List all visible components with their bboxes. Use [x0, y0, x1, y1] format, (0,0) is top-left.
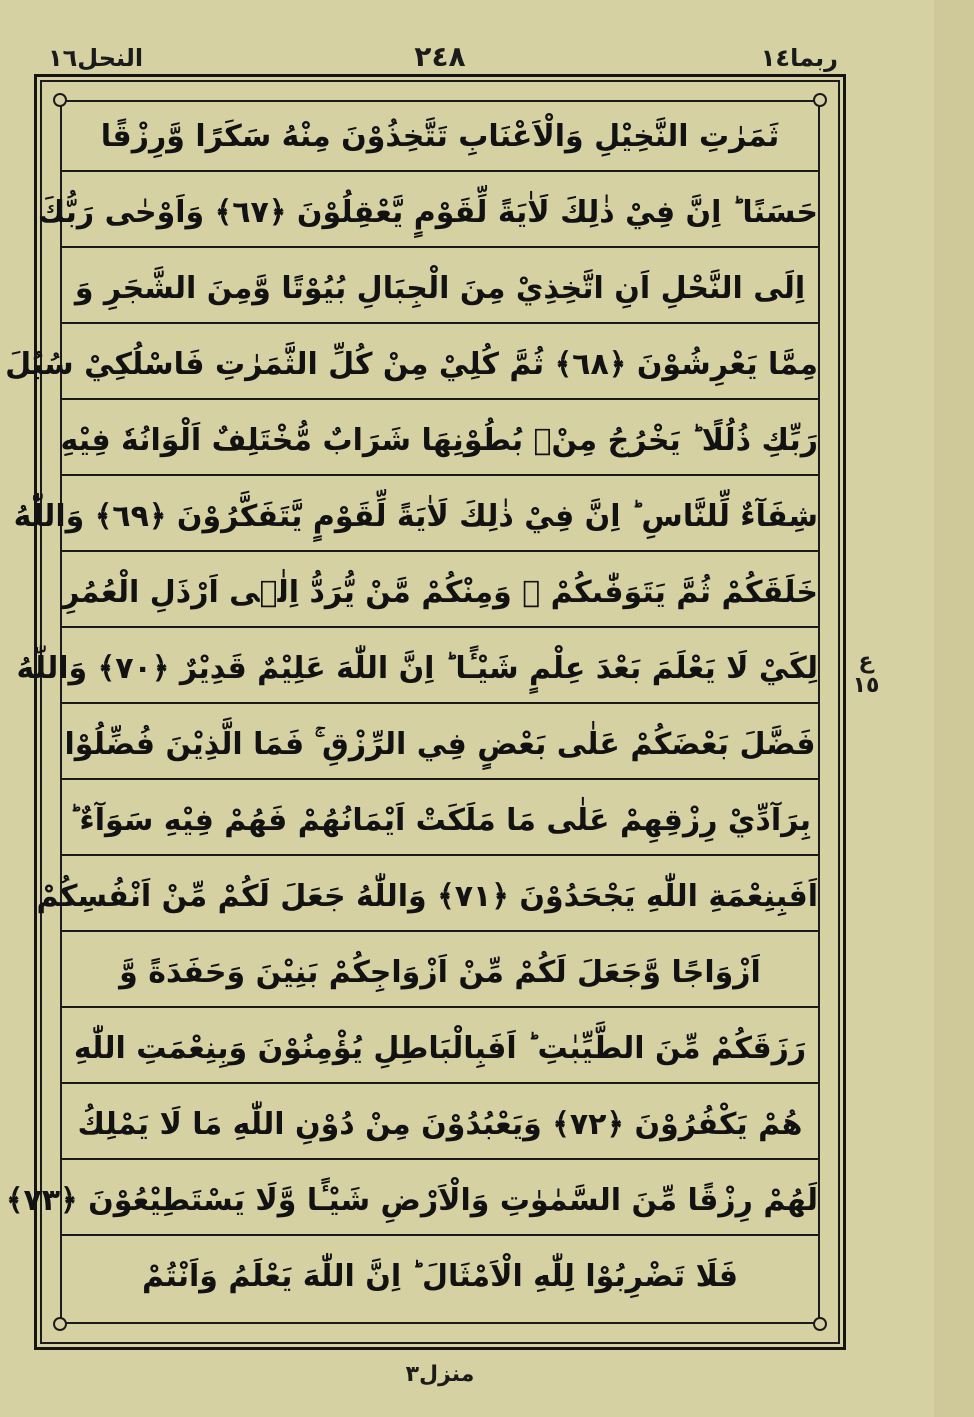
text-line: ثَمَرٰتِ النَّخِيْلِ وَالْاَعْنَابِ تَتَّخِذُوْنَ مِنْهُ سَكَرًا وَّرِزْقًا	[62, 102, 818, 172]
text-line: رَزَقَكُمْ مِّنَ الطَّيِّبٰتِ ؕ اَفَبِالْبَاطِلِ يُؤْمِنُوْنَ وَبِنِعْمَتِ اللّٰهِ	[62, 1014, 818, 1084]
text-line: فَلَا تَضْرِبُوْا لِلّٰهِ الْاَمْثَالَ ؕ اِنَّ اللّٰهَ يَعْلَمُ وَاَنْتُمْ	[141, 1259, 739, 1294]
manzil-label: منزل٣	[405, 1362, 475, 1387]
text-line: رَبِّكِ ذُلُلًا ؕ يَخْرُجُ مِنْۢ بُطُوْنِهَا شَرَابٌ مُّخْتَلِفٌ اَلْوَانُهٗ فِيْهِ	[62, 406, 818, 476]
text-line: خَلَقَكُمْ ثُمَّ يَتَوَفّٰىكُمْ ۙ وَمِنْكُمْ مَّنْ يُّرَدُّ اِلٰۤى اَرْذَلِ الْعُمُرِ	[62, 558, 818, 628]
juz-label: ربما١٤	[760, 44, 838, 72]
text-line: لِكَيْ لَا يَعْلَمَ بَعْدَ عِلْمٍ شَيْـًٔا ؕ اِنَّ اللّٰهَ عَلِيْمٌ قَدِيْرٌ ﴿٧٠﴾ وَاللّٰهُ	[62, 634, 818, 704]
page-edge	[934, 0, 974, 1417]
ruku-marker: ع ١٥	[852, 649, 880, 698]
text-line: اَفَبِنِعْمَةِ اللّٰهِ يَجْحَدُوْنَ ﴿٧١﴾ وَاللّٰهُ جَعَلَ لَكُمْ مِّنْ اَنْفُسِكُمْ	[62, 862, 818, 932]
text-line: مِمَّا يَعْرِشُوْنَ ﴿٦٨﴾ ثُمَّ كُلِيْ مِنْ كُلِّ الثَّمَرٰتِ فَاسْلُكِيْ سُبُلَ	[62, 330, 818, 400]
text-line: هُمْ يَكْفُرُوْنَ ﴿٧٢﴾ وَيَعْبُدُوْنَ مِنْ دُوْنِ اللّٰهِ مَا لَا يَمْلِكُ	[62, 1090, 818, 1160]
text-line: فَضَّلَ بَعْضَكُمْ عَلٰى بَعْضٍ فِي الرِّزْقِ ۚ فَمَا الَّذِيْنَ فُضِّلُوْا	[62, 710, 818, 780]
text-line: اَزْوَاجًا وَّجَعَلَ لَكُمْ مِّنْ اَزْوَاجِكُمْ بَنِيْنَ وَحَفَدَةً وَّ	[62, 938, 818, 1008]
page-number: ٢٤٨	[414, 40, 466, 73]
text-line: لَهُمْ رِزْقًا مِّنَ السَّمٰوٰتِ وَالْاَرْضِ شَيْـًٔا وَّلَا يَسْتَطِيْعُوْنَ ﴿٧٣﴾	[62, 1166, 818, 1236]
text-line: شِفَآءٌ لِّلنَّاسِ ؕ اِنَّ فِيْ ذٰلِكَ لَاٰيَةً لِّقَوْمٍ يَّتَفَكَّرُوْنَ ﴿٦٩﴾ وَاللّٰهُ	[62, 482, 818, 552]
text-line: بِرَآدِّيْ رِزْقِهِمْ عَلٰى مَا مَلَكَتْ اَيْمَانُهُمْ فَهُمْ فِيْهِ سَوَآءٌ ؕ	[62, 786, 818, 856]
surah-label: النحل١٦	[48, 44, 144, 72]
text-line: حَسَنًا ؕ اِنَّ فِيْ ذٰلِكَ لَاٰيَةً لِّقَوْمٍ يَّعْقِلُوْنَ ﴿٦٧﴾ وَاَوْحٰى رَبُّكَ	[62, 178, 818, 248]
text-block	[5, 102, 818, 1322]
text-line: اِلَى النَّحْلِ اَنِ اتَّخِذِيْ مِنَ الْجِبَالِ بُيُوْتًا وَّمِنَ الشَّجَرِ وَ	[62, 254, 818, 324]
